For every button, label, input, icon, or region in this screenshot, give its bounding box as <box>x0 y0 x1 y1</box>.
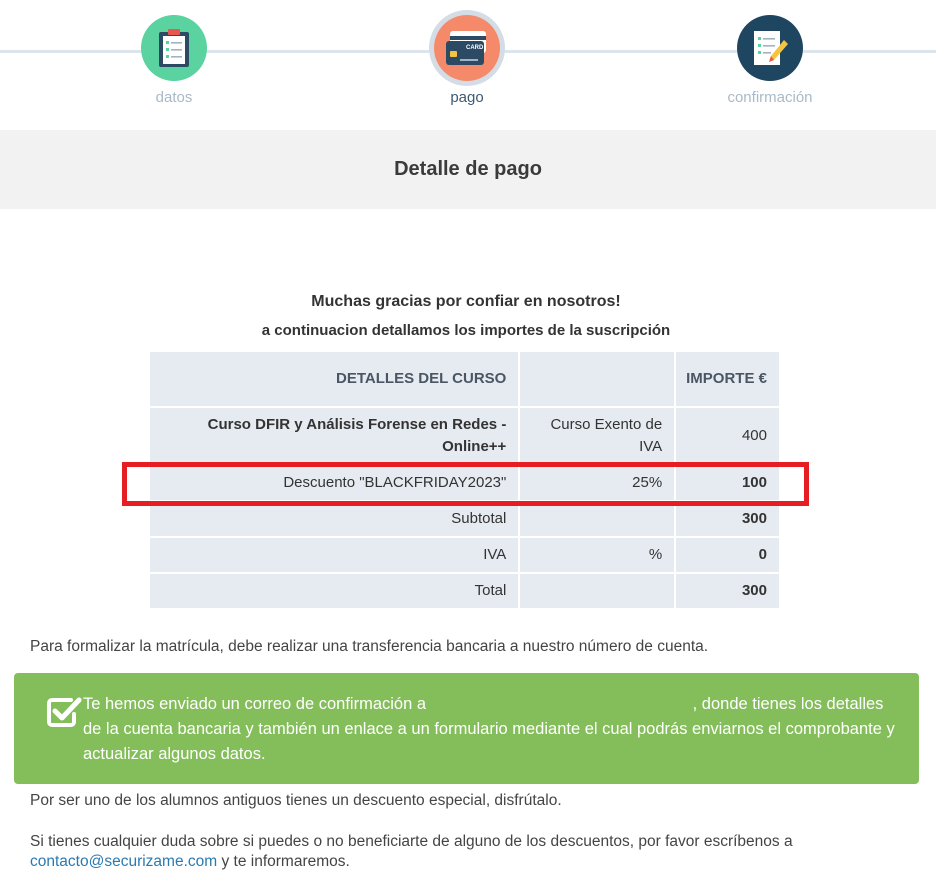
card-text: CARD <box>466 45 484 51</box>
course-amount: 400 <box>676 408 779 464</box>
table-row-course <box>150 408 779 464</box>
step-confirmacion-circle <box>737 15 803 81</box>
credit-card-icon <box>444 29 490 67</box>
discount-percent: 25% <box>520 466 674 500</box>
header-details: DETALLES DEL CURSO <box>150 352 518 406</box>
contact-email-link[interactable]: contacto@securizame.com <box>30 853 218 870</box>
subtotal-middle <box>520 502 674 536</box>
document-pencil-icon <box>750 28 790 68</box>
iva-percent: % <box>520 538 674 572</box>
page-title: Detalle de pago <box>394 158 542 180</box>
thanks-message: Muchas gracias por confiar en nosotros! <box>311 293 621 310</box>
payment-details-table <box>148 350 781 610</box>
step-confirmacion[interactable] <box>700 15 840 106</box>
confirmation-alert <box>14 673 919 784</box>
step-datos[interactable] <box>104 15 244 106</box>
total-middle <box>520 574 674 608</box>
table-row-iva <box>150 538 779 572</box>
course-tax: Curso Exento de IVA <box>520 408 674 464</box>
table-row-discount <box>150 466 779 500</box>
checkbox-check-icon <box>46 696 82 728</box>
table-row-total <box>150 574 779 608</box>
table-row-subtotal <box>150 502 779 536</box>
total-label: Total <box>150 574 518 608</box>
discount-label: Descuento "BLACKFRIDAY2023" <box>150 466 518 500</box>
total-value: 300 <box>676 574 779 608</box>
formalize-text: Para formalizar la matrícula, debe realizar una transferencia bancaria a nuestro número de cuenta. <box>30 638 709 655</box>
progress-stepper <box>0 0 936 130</box>
course-name: Curso DFIR y Análisis Forense en Redes - Online++ <box>150 408 518 464</box>
page-header <box>0 130 936 209</box>
alert-text-after: , donde tienes los detalles de la cuenta bancaria y también un enlace a un formulario mediante el cual podrás enviarnos el comprobante y actualizar algunos datos. <box>83 695 895 763</box>
iva-label: IVA <box>150 538 518 572</box>
alert-text-before: Te hemos enviado un correo de confirmación a <box>83 695 427 713</box>
step-pago[interactable] <box>397 15 537 106</box>
header-middle <box>520 352 674 406</box>
subtotal-label: Subtotal <box>150 502 518 536</box>
discount-amount: 100 <box>676 466 779 500</box>
header-amount: IMPORTE € <box>676 352 779 406</box>
step-confirmacion-label: confirmación <box>727 89 813 106</box>
step-pago-circle <box>434 15 500 81</box>
subtotal-value: 300 <box>676 502 779 536</box>
table-header-row <box>150 352 779 406</box>
subtitle-message: a continuacion detallamos los importes de la suscripción <box>261 322 671 339</box>
iva-value: 0 <box>676 538 779 572</box>
doubts-text: Si tienes cualquier duda sobre si puedes o no beneficiarte de alguno de los descuentos, por favor escríbenos a <box>30 833 793 850</box>
step-datos-label: datos <box>155 89 193 106</box>
clipboard-icon <box>157 28 191 68</box>
step-datos-circle <box>141 15 207 81</box>
step-pago-label: pago <box>450 89 484 106</box>
doubts-after-text: y te informaremos. <box>221 853 350 870</box>
doubts-paragraph <box>30 832 910 872</box>
old-students-text: Por ser uno de los alumnos antiguos tienes un descuento especial, disfrútalo. <box>30 792 562 809</box>
